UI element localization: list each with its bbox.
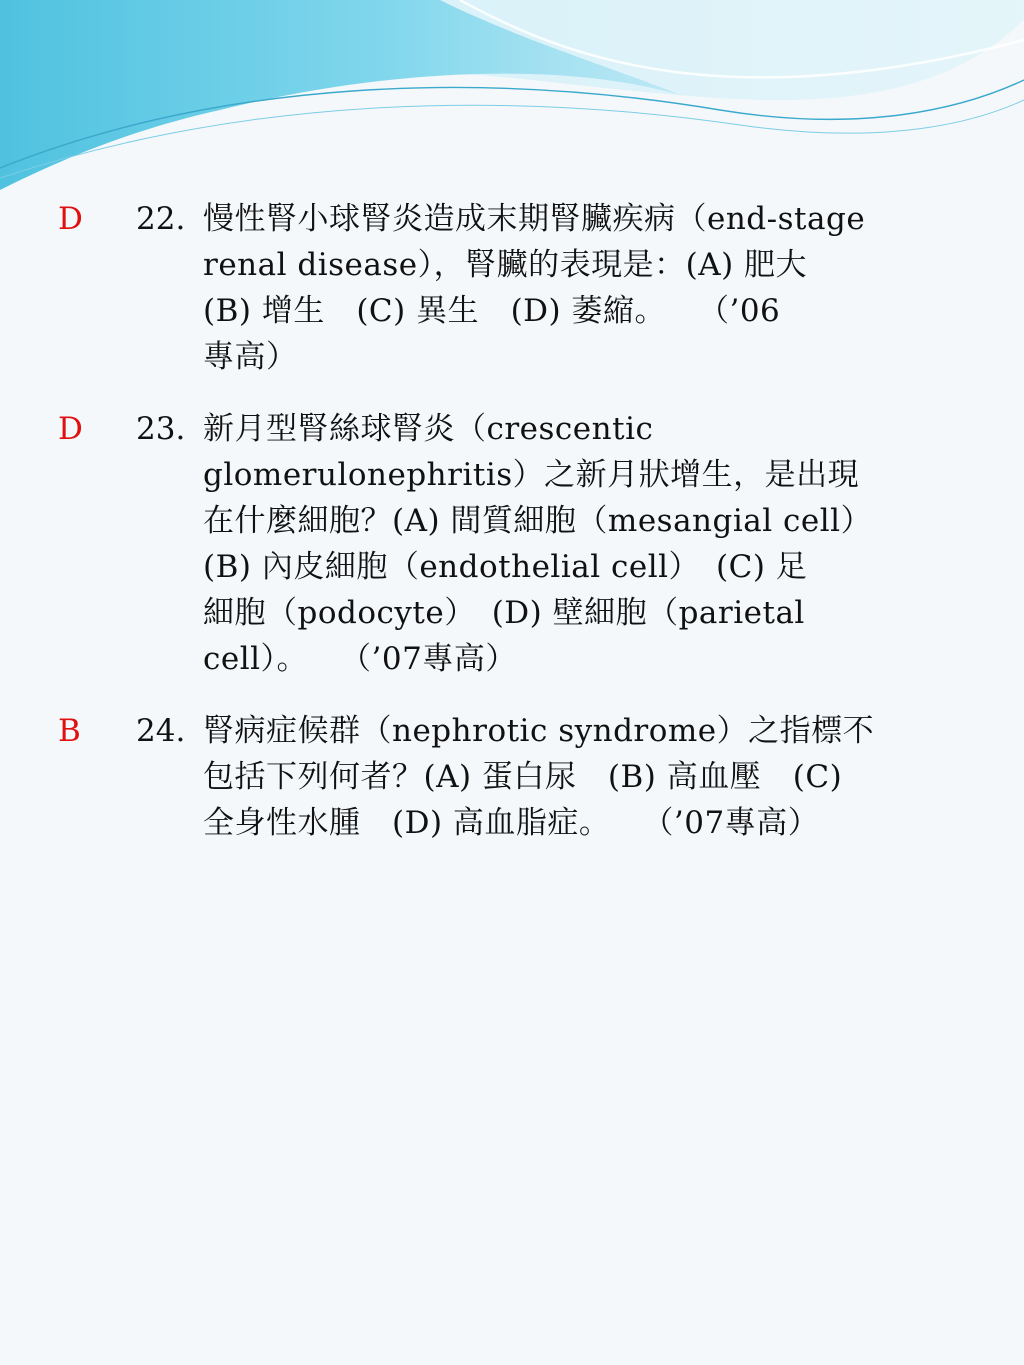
answer-key: D [58, 411, 83, 447]
answer-key: B [58, 713, 81, 749]
question-number: 24. [136, 713, 186, 749]
question-22 [58, 196, 998, 380]
question-list [58, 196, 998, 872]
question-23 [58, 406, 998, 682]
header-wave-decoration [0, 0, 1024, 200]
question-number: 23. [136, 411, 186, 447]
answer-key: D [58, 201, 83, 237]
question-text: 慢性腎小球腎炎造成末期腎臟疾病（end-stage renal disease），腎臟的表現是：(A) 肥大 (B) 增生 (C) 異生 (D) 萎縮。 （’06 專高） [203, 201, 866, 375]
question-24 [58, 708, 998, 846]
question-text: 新月型腎絲球腎炎（crescentic glomerulonephritis）之新月狀增生，是出現 在什麼細胞？(A) 間質細胞（mesangial cell） (B) 內皮細胞（endothelial cell） (C) 足 細胞（podocyte） (D) 壁細胞（parietal cell）。 （’07專高） [203, 411, 873, 677]
question-text: 腎病症候群（nephrotic syndrome）之指標不 包括下列何者？(A) 蛋白尿 (B) 高血壓 (C) 全身性水腫 (D) 高血脂症。 （’07專高） [203, 713, 875, 841]
question-number: 22. [136, 201, 186, 237]
